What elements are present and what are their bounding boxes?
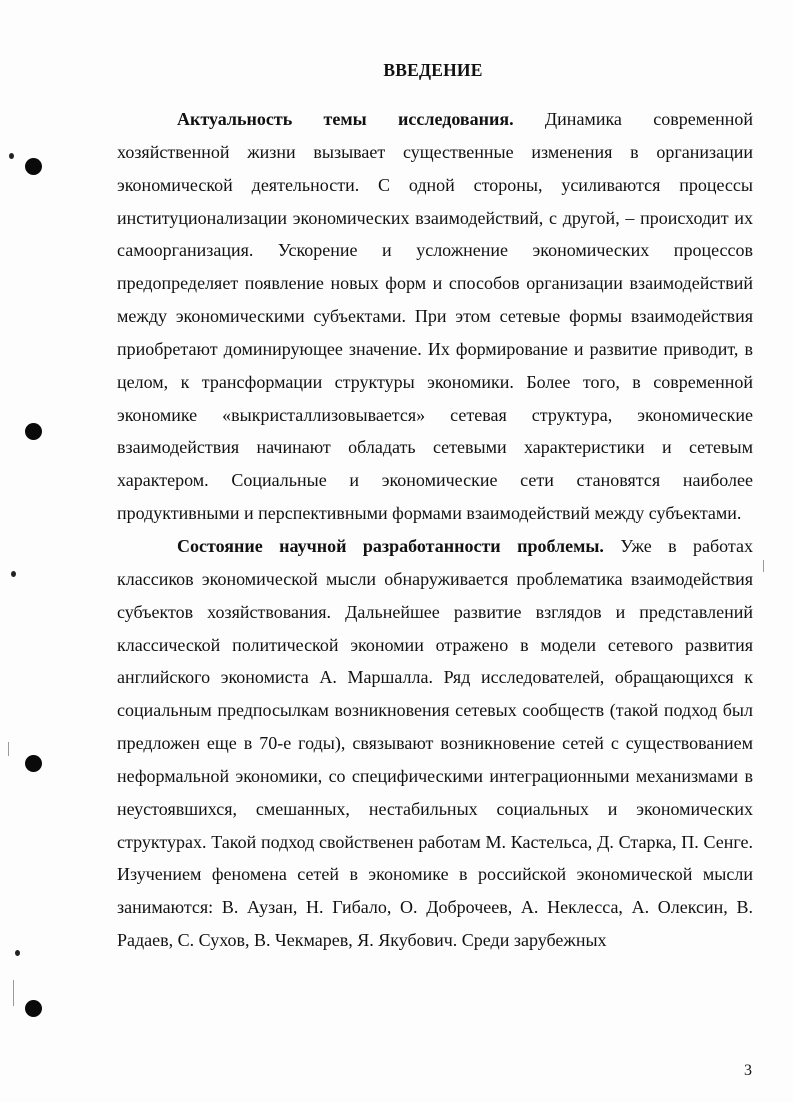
paragraph-lead: Актуальность темы исследования. — [177, 109, 514, 129]
paragraph-lead: Состояние научной разработанности проблемы. — [177, 535, 604, 556]
scan-speck — [11, 571, 16, 577]
paragraph-text: Динамика современной хозяйственной жизни вызывает существенные изменения в организации экономической деятельности. С одной стороны, усиливаются процессы институционализации экономических взаимодействий, с другой, – происходит их самоорганизация. Ускорение и усложнение экономических процессов предопределяет появление новых форм и способов организации взаимодействий между экономическими субъектами. При этом сетевые формы взаимодействия приобретают доминирующее значение. Их формирование и развитие приводит, в целом, к трансформации структуры экономики. Более того, в современной экономике «выкристаллизовывается» сетевая структура, экономические взаимодействия начинают обладать сетевыми характеристики и сетевым характером. Социальные и экономические сети становятся наиболее продуктивными и перспективными формами взаимодействий между субъектами. — [117, 109, 753, 524]
scan-edge-mark — [763, 560, 764, 572]
paragraph-research-state — [117, 530, 753, 957]
document-body — [117, 103, 753, 957]
punch-hole-mark — [25, 158, 42, 175]
scan-edge-mark — [13, 980, 14, 1006]
scan-edge-mark — [8, 742, 9, 756]
punch-hole-mark — [25, 1000, 42, 1017]
paragraph-relevance — [117, 103, 753, 530]
punch-hole-mark — [25, 755, 42, 772]
page-title: ВВЕДЕНИЕ — [383, 60, 483, 80]
scan-speck — [15, 950, 20, 956]
scan-speck — [9, 153, 14, 159]
punch-hole-mark — [25, 423, 42, 440]
page-number: 3 — [744, 1062, 752, 1079]
paragraph-text: Уже в работах классиков экономической мысли обнаруживается проблематика взаимодействия субъектов хозяйствования. Дальнейшее развитие взглядов и представлений классической политической экономии отражено в модели сетевого развития английского экономиста А. Маршалла. Ряд исследователей, обращающихся к социальным предпосылкам возникновения сетевых сообществ (такой подход был предложен еще в 70-е годы), связывают возникновение сетей с существованием неформальной экономики, со специфическими интеграционными механизмами в неустоявшихся, смешанных, нестабильных социальных и экономических структурах. Такой подход свойственен работам М. Кастельса, Д. Старка, П. Сенге. Изучением феномена сетей в экономике в российской экономической мысли занимаются: В. Аузан, Н. Гибало, О. Доброчеев, А. Неклесса, А. Олексин, В. Радаев, С. Сухов, В. Чекмарев, Я. Якубович. Среди зарубежных — [117, 535, 753, 951]
